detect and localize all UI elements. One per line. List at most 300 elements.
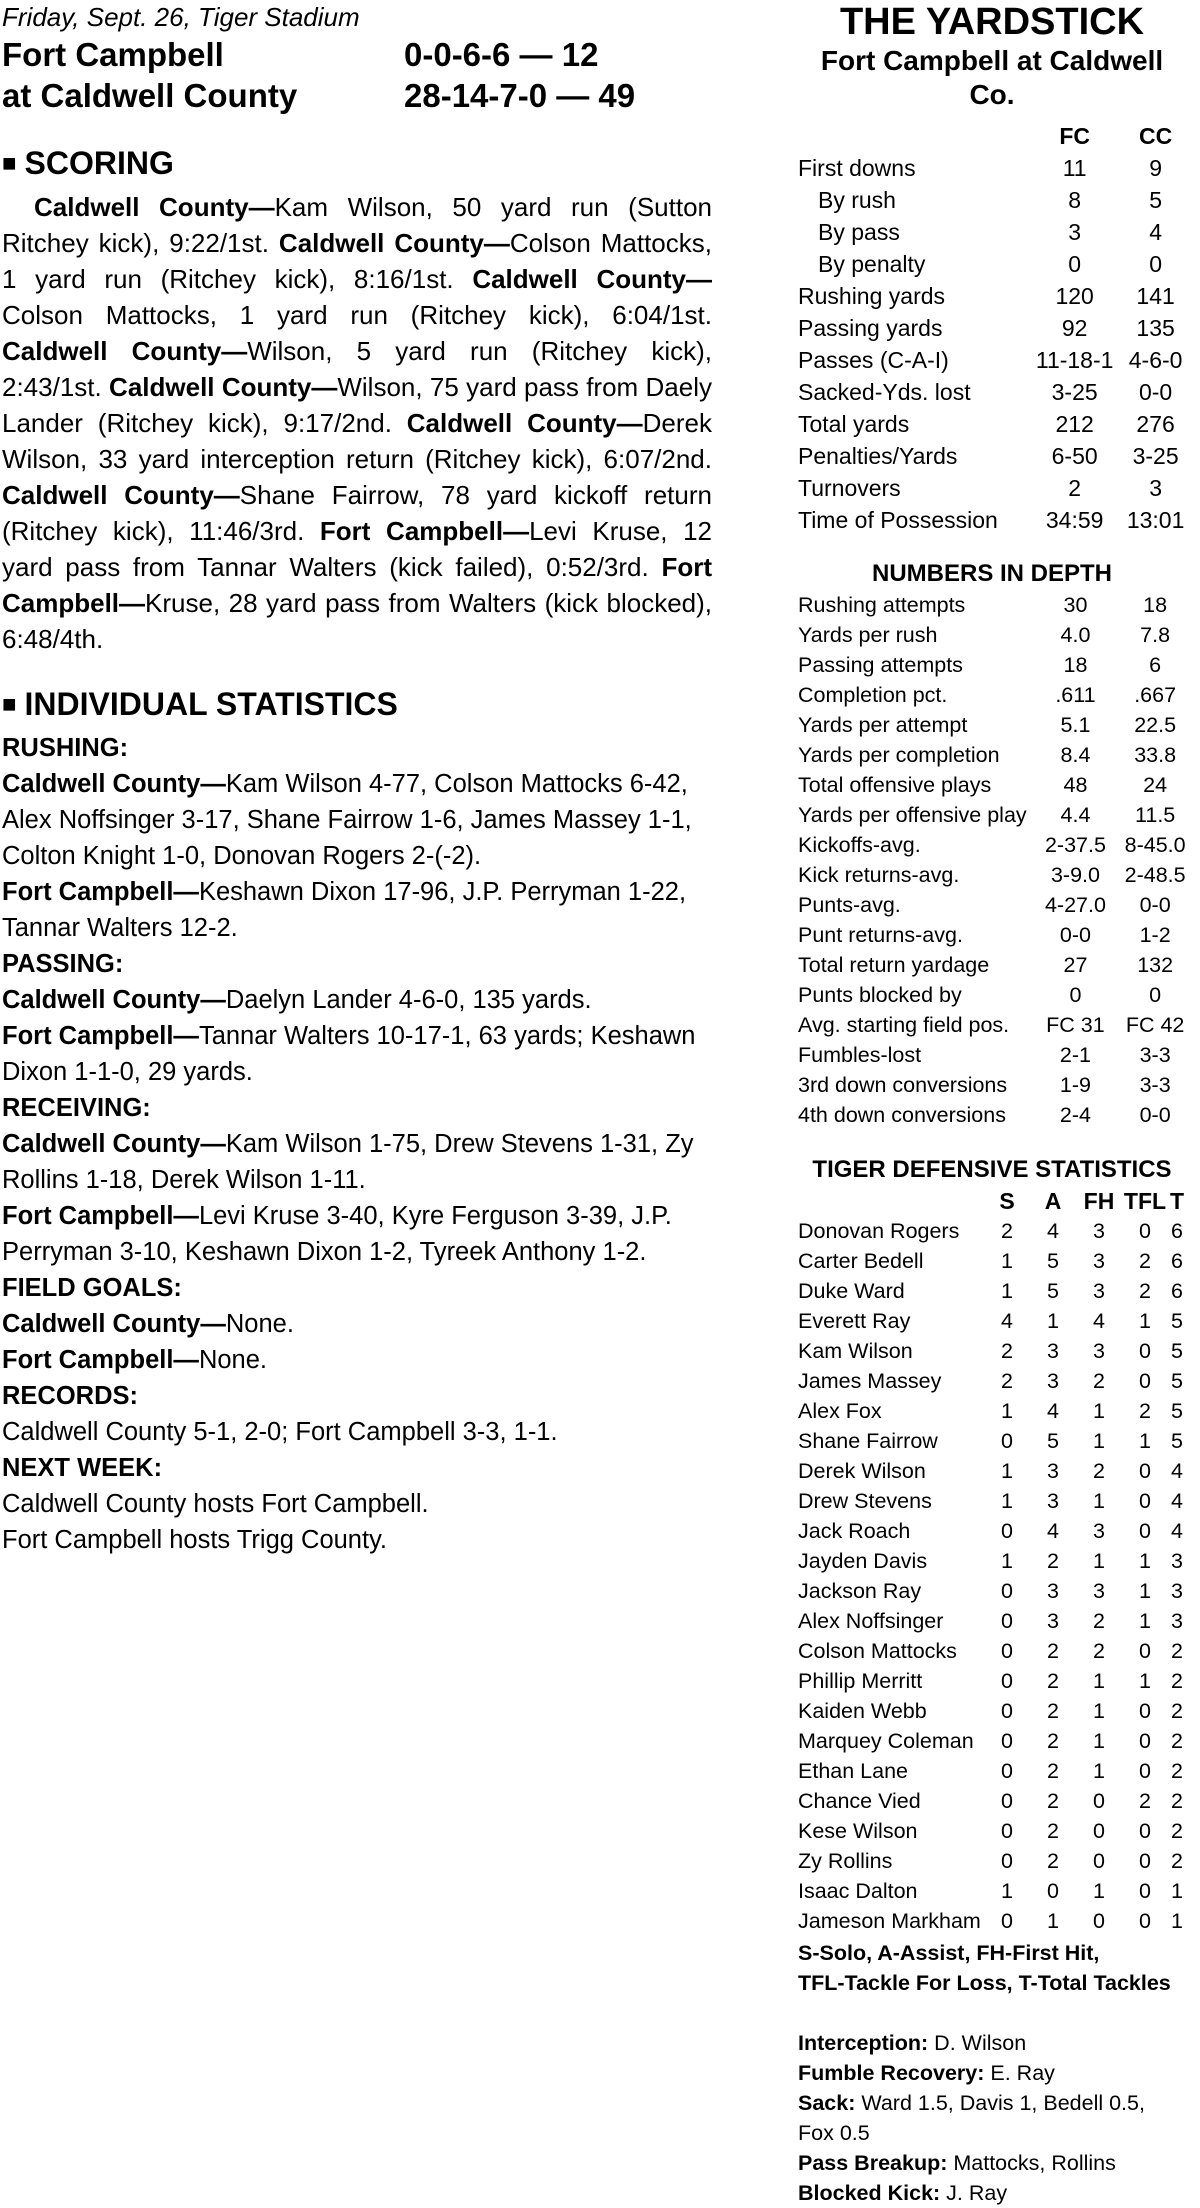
yardstick-row bbox=[798, 504, 1186, 536]
yardstick-cc-value: 135 bbox=[1136, 315, 1175, 341]
defense-stat-t: 2 bbox=[1171, 1729, 1183, 1753]
team-name: Fort Campbell bbox=[2, 36, 224, 73]
depth-fc-value: 0-0 bbox=[1059, 923, 1091, 947]
defense-row bbox=[798, 1396, 1186, 1426]
scoring-heading-text: SCORING bbox=[24, 145, 174, 181]
score-line-home bbox=[2, 75, 712, 116]
scoring-play: Kruse, 28 yard pass from Walters (kick blocked), 6:48/4th. bbox=[2, 588, 712, 654]
scoring-play: Wilson, 5 yard run (Ritchey kick), 2:43/1st. bbox=[2, 336, 712, 402]
depth-row bbox=[798, 710, 1186, 740]
depth-row bbox=[798, 980, 1186, 1010]
defense-stat-s: 0 bbox=[1001, 1819, 1013, 1843]
defense-stat-a: 2 bbox=[1047, 1819, 1059, 1843]
defense-row bbox=[798, 1306, 1186, 1336]
stat-line bbox=[2, 1342, 712, 1378]
defense-header-fh: FH bbox=[1083, 1188, 1115, 1214]
yardstick-cc-value: 13:01 bbox=[1126, 507, 1185, 533]
stat-line bbox=[2, 1126, 712, 1198]
defense-stat-fh: 3 bbox=[1093, 1219, 1105, 1243]
defense-stat-tfl: 0 bbox=[1139, 1849, 1151, 1873]
depth-row bbox=[798, 800, 1186, 830]
depth-cc-value: FC 42 bbox=[1125, 1013, 1185, 1037]
depth-fc-value: 0 bbox=[1069, 983, 1082, 1007]
depth-cc-value: .667 bbox=[1134, 683, 1177, 707]
defense-stat-tfl: 0 bbox=[1139, 1879, 1151, 1903]
depth-cc-value: 3-3 bbox=[1139, 1043, 1171, 1067]
scoring-play: Colson Mattocks, 1 yard run (Ritchey kick), 6:04/1st. bbox=[2, 300, 712, 330]
yardstick-label: Time of Possession bbox=[798, 507, 998, 533]
defense-stat-a: 3 bbox=[1047, 1459, 1059, 1483]
yardstick-cc-value: 276 bbox=[1136, 411, 1175, 437]
defense-stat-s: 0 bbox=[1001, 1789, 1013, 1813]
stat-team: Fort Campbell— bbox=[2, 1022, 199, 1050]
stat-team: Caldwell County— bbox=[2, 1130, 226, 1158]
depth-fc-value: FC 31 bbox=[1046, 1013, 1105, 1037]
depth-row bbox=[798, 890, 1186, 920]
yardstick-table bbox=[798, 120, 1186, 536]
defense-stat-t: 2 bbox=[1171, 1819, 1183, 1843]
defense-player-name: Shane Fairrow bbox=[798, 1429, 938, 1453]
yardstick-fc-value: 0 bbox=[1068, 251, 1082, 277]
stat-line bbox=[2, 1198, 712, 1270]
defense-stat-s: 0 bbox=[1001, 1519, 1013, 1543]
depth-fc-value: 5.1 bbox=[1060, 713, 1091, 737]
defense-row bbox=[798, 1906, 1186, 1936]
scoring-team: Caldwell County— bbox=[278, 228, 510, 258]
yardstick-body bbox=[798, 152, 1186, 536]
score-line-away bbox=[2, 34, 712, 75]
defense-stat-fh: 3 bbox=[1093, 1579, 1105, 1603]
defense-player-name: Drew Stevens bbox=[798, 1489, 932, 1513]
defense-stat-fh: 3 bbox=[1093, 1519, 1105, 1543]
depth-cc-value: 3-3 bbox=[1139, 1073, 1171, 1097]
defense-stat-a: 2 bbox=[1047, 1759, 1059, 1783]
defense-player-name: Ethan Lane bbox=[798, 1759, 908, 1783]
depth-fc-value: 4.0 bbox=[1060, 623, 1091, 647]
scoring-play: Colson Mattocks, 1 yard run (Ritchey kick), 8:16/1st. bbox=[2, 228, 712, 294]
defense-header-blank bbox=[798, 1186, 984, 1216]
defense-player-name: Derek Wilson bbox=[798, 1459, 926, 1483]
defense-stat-a: 5 bbox=[1047, 1279, 1059, 1303]
yardstick-cc-value: 9 bbox=[1149, 155, 1162, 181]
defense-stat-fh: 3 bbox=[1093, 1339, 1105, 1363]
defense-stat-t: 4 bbox=[1171, 1489, 1183, 1513]
note-text: D. Wilson bbox=[928, 2031, 1027, 2055]
defense-header-s: S bbox=[999, 1188, 1015, 1214]
individual-heading-text: INDIVIDUAL STATISTICS bbox=[24, 686, 398, 722]
defense-player-name: Jayden Davis bbox=[798, 1549, 928, 1573]
depth-row bbox=[798, 1070, 1186, 1100]
defense-stat-t: 2 bbox=[1171, 1669, 1183, 1693]
depth-row bbox=[798, 650, 1186, 680]
depth-label: Punts blocked by bbox=[798, 983, 962, 1007]
depth-cc-value: 0 bbox=[1149, 983, 1162, 1007]
yardstick-row bbox=[798, 184, 1186, 216]
defense-stat-tfl: 0 bbox=[1139, 1489, 1151, 1513]
yardstick-row bbox=[798, 248, 1186, 280]
note-label: Fumble Recovery: bbox=[798, 2061, 985, 2085]
yardstick-label: Passing yards bbox=[798, 315, 943, 341]
stat-team: Fort Campbell— bbox=[2, 1202, 199, 1230]
defense-stat-tfl: 0 bbox=[1139, 1729, 1151, 1753]
defense-stat-fh: 2 bbox=[1093, 1639, 1105, 1663]
defense-stat-a: 2 bbox=[1047, 1549, 1059, 1573]
depth-row bbox=[798, 620, 1186, 650]
defense-stat-t: 2 bbox=[1171, 1789, 1183, 1813]
depth-row bbox=[798, 950, 1186, 980]
yardstick-label: Total yards bbox=[798, 411, 910, 437]
team-score: 28-14-7-0 — 49 bbox=[404, 77, 636, 114]
defense-row bbox=[798, 1426, 1186, 1456]
defense-stat-tfl: 0 bbox=[1139, 1219, 1151, 1243]
defense-player-name: Phillip Merritt bbox=[798, 1669, 923, 1693]
note-label: Sack: bbox=[798, 2091, 856, 2115]
defense-stat-s: 1 bbox=[1001, 1879, 1013, 1903]
defense-stat-s: 1 bbox=[1001, 1399, 1013, 1423]
yardstick-cc-value: 4 bbox=[1149, 219, 1162, 245]
yardstick-subtitle: Fort Campbell at Caldwell Co. bbox=[820, 45, 1164, 110]
depth-label: 4th down conversions bbox=[798, 1103, 1006, 1127]
defense-row bbox=[798, 1276, 1186, 1306]
defense-stat-fh: 2 bbox=[1093, 1459, 1105, 1483]
note-text: Ward 1.5, Davis 1, Bedell 0.5, Fox 0.5 bbox=[798, 2091, 1145, 2145]
yardstick-fc-value: 11-18-1 bbox=[1035, 347, 1114, 373]
defense-player-name: Jack Roach bbox=[798, 1519, 911, 1543]
defense-stat-t: 4 bbox=[1171, 1519, 1183, 1543]
defense-row bbox=[798, 1726, 1186, 1756]
defense-stat-a: 0 bbox=[1047, 1879, 1059, 1903]
yardstick-row bbox=[798, 408, 1186, 440]
defense-stat-a: 2 bbox=[1047, 1729, 1059, 1753]
depth-row bbox=[798, 590, 1186, 620]
defense-stat-fh: 1 bbox=[1093, 1549, 1105, 1573]
defense-body bbox=[798, 1216, 1186, 1936]
defense-stat-fh: 3 bbox=[1093, 1249, 1105, 1273]
defense-row bbox=[798, 1606, 1186, 1636]
defense-stat-tfl: 1 bbox=[1139, 1579, 1151, 1603]
team-name: at Caldwell County bbox=[2, 77, 298, 114]
depth-cc-value: 1-2 bbox=[1139, 923, 1171, 947]
defense-stat-tfl: 1 bbox=[1139, 1609, 1151, 1633]
scoring-play: Kam Wilson, 50 yard run (Sutton Ritchey kick), 9:22/1st. bbox=[2, 192, 712, 258]
defense-player-name: Zy Rollins bbox=[798, 1849, 893, 1873]
yardstick-fc-value: 120 bbox=[1055, 283, 1094, 309]
defense-stat-a: 3 bbox=[1047, 1579, 1059, 1603]
defense-stat-a: 1 bbox=[1047, 1309, 1059, 1333]
yardstick-fc-value: 11 bbox=[1062, 155, 1087, 181]
depth-fc-value: 27 bbox=[1063, 953, 1088, 977]
yardstick-fc-value: 92 bbox=[1061, 315, 1088, 341]
defense-stat-s: 0 bbox=[1001, 1669, 1013, 1693]
defense-stat-a: 2 bbox=[1047, 1849, 1059, 1873]
defense-stat-t: 3 bbox=[1171, 1609, 1183, 1633]
stat-text: None. bbox=[198, 1346, 267, 1374]
stat-line bbox=[2, 766, 712, 874]
defense-stat-tfl: 2 bbox=[1139, 1279, 1151, 1303]
defense-header-row bbox=[798, 1186, 1186, 1216]
stat-section-label: PASSING: bbox=[2, 950, 124, 978]
numbers-in-depth-title: NUMBERS IN DEPTH bbox=[871, 560, 1112, 587]
defense-row bbox=[798, 1576, 1186, 1606]
defense-stat-a: 3 bbox=[1047, 1489, 1059, 1513]
defense-player-name: Kaiden Webb bbox=[798, 1699, 927, 1723]
defense-stat-tfl: 0 bbox=[1139, 1519, 1151, 1543]
depth-cc-value: 2-48.5 bbox=[1124, 863, 1186, 887]
stat-team: Caldwell County— bbox=[2, 1310, 226, 1338]
stat-section-label: FIELD GOALS: bbox=[2, 1274, 182, 1302]
numbers-in-depth-table bbox=[798, 590, 1186, 1130]
depth-label: Passing attempts bbox=[798, 653, 963, 677]
defense-row bbox=[798, 1336, 1186, 1366]
yardstick-fc-value: 2 bbox=[1068, 475, 1082, 501]
stat-team: Fort Campbell— bbox=[2, 1346, 199, 1374]
depth-row bbox=[798, 920, 1186, 950]
defense-stat-tfl: 0 bbox=[1139, 1459, 1151, 1483]
defense-player-name: James Massey bbox=[798, 1369, 942, 1393]
depth-row bbox=[798, 830, 1186, 860]
yardstick-cc-value: 3 bbox=[1149, 475, 1162, 501]
defense-stat-s: 4 bbox=[1001, 1309, 1013, 1333]
defense-row bbox=[798, 1486, 1186, 1516]
yardstick-label: By penalty bbox=[818, 251, 926, 277]
defense-stat-tfl: 1 bbox=[1139, 1309, 1151, 1333]
depth-fc-value: 8.4 bbox=[1060, 743, 1091, 767]
depth-label: 3rd down conversions bbox=[798, 1073, 1008, 1097]
defense-stat-fh: 0 bbox=[1093, 1849, 1105, 1873]
stat-line bbox=[2, 1018, 712, 1090]
yardstick-row bbox=[798, 472, 1186, 504]
defense-row bbox=[798, 1546, 1186, 1576]
defense-stat-s: 0 bbox=[1001, 1909, 1013, 1933]
scoring-play: Shane Fairrow, 78 yard kickoff return (Ritchey kick), 11:46/3rd. bbox=[2, 480, 712, 546]
yardstick-header-row bbox=[798, 120, 1186, 152]
defense-stat-t: 6 bbox=[1171, 1219, 1183, 1243]
depth-cc-value: 6 bbox=[1149, 653, 1162, 677]
defense-stat-t: 2 bbox=[1171, 1639, 1183, 1663]
defense-stat-a: 2 bbox=[1047, 1639, 1059, 1663]
yardstick-row bbox=[798, 440, 1186, 472]
yardstick-fc-value: 3-25 bbox=[1051, 379, 1098, 405]
defense-stat-tfl: 0 bbox=[1139, 1639, 1151, 1663]
yardstick-label: First downs bbox=[798, 155, 916, 181]
depth-fc-value: 30 bbox=[1063, 593, 1088, 617]
defense-note bbox=[798, 2058, 1186, 2088]
yardstick-row bbox=[798, 376, 1186, 408]
defense-player-name: Kese Wilson bbox=[798, 1819, 918, 1843]
scoring-team: Fort Campbell— bbox=[319, 516, 530, 546]
right-column bbox=[798, 0, 1186, 2208]
defense-stat-t: 5 bbox=[1171, 1369, 1183, 1393]
depth-label: Kickoffs-avg. bbox=[798, 833, 921, 857]
stat-section-label: RECORDS: bbox=[2, 1382, 139, 1410]
stat-text: Levi Kruse 3-40, Kyre Ferguson 3-39, J.P. Perryman 3-10, Keshawn Dixon 1-2, Tyreek Anthony 1-2. bbox=[2, 1202, 672, 1266]
depth-row bbox=[798, 1040, 1186, 1070]
defense-stat-s: 0 bbox=[1001, 1609, 1013, 1633]
stat-section-label: RUSHING: bbox=[2, 734, 129, 762]
depth-cc-value: 22.5 bbox=[1134, 713, 1177, 737]
defense-stat-t: 6 bbox=[1171, 1249, 1183, 1273]
defense-stat-a: 3 bbox=[1047, 1609, 1059, 1633]
note-label: Blocked Kick: bbox=[798, 2181, 941, 2205]
defense-row bbox=[798, 1756, 1186, 1786]
yardstick-label: Passes (C-A-I) bbox=[798, 347, 949, 373]
scoring-team: Fort Campbell— bbox=[2, 552, 712, 618]
defense-stat-tfl: 0 bbox=[1139, 1909, 1151, 1933]
depth-label: Yards per attempt bbox=[798, 713, 968, 737]
stat-text: Keshawn Dixon 17-96, J.P. Perryman 1-22, Tannar Walters 12-2. bbox=[2, 878, 687, 942]
dateline: Friday, Sept. 26, Tiger Stadium bbox=[2, 2, 360, 32]
defense-stat-t: 1 bbox=[1171, 1879, 1183, 1903]
yardstick-title: THE YARDSTICK bbox=[839, 1, 1145, 43]
defense-row bbox=[798, 1876, 1186, 1906]
yardstick-row bbox=[798, 152, 1186, 184]
defense-player-name: Alex Fox bbox=[798, 1399, 882, 1423]
defense-stat-fh: 2 bbox=[1093, 1609, 1105, 1633]
defense-stat-a: 1 bbox=[1047, 1909, 1059, 1933]
individual-statistics bbox=[2, 730, 712, 1558]
defense-stat-fh: 1 bbox=[1093, 1399, 1105, 1423]
yardstick-label: Turnovers bbox=[798, 475, 901, 501]
stat-line bbox=[2, 1522, 712, 1558]
yardstick-row bbox=[798, 280, 1186, 312]
stat-text: Caldwell County 5-1, 2-0; Fort Campbell 3-3, 1-1. bbox=[2, 1418, 558, 1446]
scoring-team: Caldwell County— bbox=[406, 408, 643, 438]
defense-stat-s: 1 bbox=[1001, 1249, 1013, 1273]
depth-fc-value: 2-4 bbox=[1059, 1103, 1091, 1127]
defense-stat-s: 1 bbox=[1001, 1549, 1013, 1573]
depth-cc-value: 132 bbox=[1137, 953, 1174, 977]
defense-stat-fh: 2 bbox=[1093, 1369, 1105, 1393]
scoring-team: Caldwell County— bbox=[2, 336, 248, 366]
yardstick-fc-value: 3 bbox=[1068, 219, 1082, 245]
defense-row bbox=[798, 1696, 1186, 1726]
defense-stat-fh: 1 bbox=[1093, 1879, 1105, 1903]
stat-text: Tannar Walters 10-17-1, 63 yards; Keshawn Dixon 1-1-0, 29 yards. bbox=[2, 1022, 696, 1086]
stat-team: Caldwell County— bbox=[2, 770, 226, 798]
defense-player-name: Marquey Coleman bbox=[798, 1729, 974, 1753]
defense-notes bbox=[798, 2028, 1186, 2208]
depth-row bbox=[798, 770, 1186, 800]
depth-fc-value: 18 bbox=[1063, 653, 1088, 677]
defense-stat-t: 3 bbox=[1171, 1579, 1183, 1603]
defense-stat-fh: 1 bbox=[1093, 1489, 1105, 1513]
defense-row bbox=[798, 1366, 1186, 1396]
depth-fc-value: 48 bbox=[1063, 773, 1088, 797]
defense-stat-s: 1 bbox=[1001, 1459, 1013, 1483]
defense-stat-fh: 1 bbox=[1093, 1669, 1105, 1693]
defense-stat-tfl: 0 bbox=[1139, 1699, 1151, 1723]
depth-label: Yards per completion bbox=[798, 743, 1000, 767]
depth-row bbox=[798, 1100, 1186, 1130]
scoring-play: Wilson, 75 yard pass from Daely Lander (Ritchey kick), 9:17/2nd. bbox=[2, 372, 712, 438]
defense-player-name: Carter Bedell bbox=[798, 1249, 924, 1273]
defense-stat-s: 2 bbox=[1001, 1219, 1013, 1243]
stat-text: Daelyn Lander 4-6-0, 135 yards. bbox=[225, 986, 592, 1014]
defense-note bbox=[798, 2148, 1186, 2178]
defense-stat-fh: 0 bbox=[1093, 1819, 1105, 1843]
yardstick-cc-value: 0-0 bbox=[1138, 379, 1173, 405]
depth-cc-value: 18 bbox=[1143, 593, 1168, 617]
defense-row bbox=[798, 1666, 1186, 1696]
defense-table bbox=[798, 1186, 1186, 1936]
square-bullet-icon: ■ bbox=[2, 691, 17, 718]
defense-player-name: Isaac Dalton bbox=[798, 1879, 918, 1903]
defense-row bbox=[798, 1246, 1186, 1276]
scoring-play: Derek Wilson, 33 yard interception return (Ritchey kick), 6:07/2nd. bbox=[2, 408, 712, 474]
defense-player-name: Alex Noffsinger bbox=[798, 1609, 944, 1633]
defense-stat-fh: 3 bbox=[1093, 1279, 1105, 1303]
depth-cc-value: 11.5 bbox=[1135, 803, 1176, 827]
depth-row bbox=[798, 740, 1186, 770]
defense-stat-t: 5 bbox=[1171, 1429, 1183, 1453]
yardstick-cc-value: 0 bbox=[1149, 251, 1162, 277]
stat-text: Caldwell County hosts Fort Campbell. bbox=[2, 1490, 429, 1518]
defense-stat-t: 5 bbox=[1171, 1339, 1183, 1363]
yardstick-header-cc: CC bbox=[1138, 123, 1173, 149]
stat-text: Kam Wilson 4-77, Colson Mattocks 6-42, Alex Noffsinger 3-17, Shane Fairrow 1-6, James Massey 1-1, Colton Knight 1-0, Donovan Rogers 2-(-2). bbox=[2, 770, 692, 870]
yardstick-label: Rushing yards bbox=[798, 283, 946, 309]
scoring-team: Caldwell County— bbox=[109, 372, 338, 402]
note-text: E. Ray bbox=[984, 2061, 1055, 2085]
yardstick-fc-value: 212 bbox=[1055, 411, 1094, 437]
defense-stat-a: 3 bbox=[1047, 1339, 1059, 1363]
yardstick-label: Sacked-Yds. lost bbox=[798, 379, 971, 405]
yardstick-row bbox=[798, 312, 1186, 344]
yardstick-label: By rush bbox=[818, 187, 896, 213]
defense-row bbox=[798, 1816, 1186, 1846]
defense-stat-s: 0 bbox=[1001, 1699, 1013, 1723]
yardstick-row bbox=[798, 216, 1186, 248]
defense-stat-t: 1 bbox=[1171, 1909, 1183, 1933]
defense-stat-tfl: 2 bbox=[1139, 1399, 1151, 1423]
defense-stat-fh: 0 bbox=[1093, 1789, 1105, 1813]
yardstick-label: Penalties/Yards bbox=[798, 443, 958, 469]
depth-label: Yards per rush bbox=[798, 623, 938, 647]
defense-stat-fh: 1 bbox=[1093, 1759, 1105, 1783]
stat-line bbox=[2, 874, 712, 946]
defense-stat-a: 2 bbox=[1047, 1669, 1059, 1693]
defense-stat-t: 5 bbox=[1171, 1399, 1183, 1423]
defense-stat-s: 1 bbox=[1001, 1489, 1013, 1513]
depth-cc-value: 7.8 bbox=[1140, 623, 1171, 647]
defense-note bbox=[798, 2028, 1186, 2058]
square-bullet-icon: ■ bbox=[2, 150, 17, 177]
numbers-in-depth-body bbox=[798, 590, 1186, 1130]
depth-row bbox=[798, 860, 1186, 890]
defense-stat-a: 5 bbox=[1047, 1429, 1059, 1453]
defense-stat-s: 0 bbox=[1001, 1639, 1013, 1663]
depth-label: Kick returns-avg. bbox=[798, 863, 960, 887]
depth-label: Yards per offensive play bbox=[798, 803, 1027, 827]
defense-stat-fh: 1 bbox=[1093, 1699, 1105, 1723]
defense-stat-tfl: 1 bbox=[1139, 1669, 1151, 1693]
defense-stat-t: 6 bbox=[1171, 1279, 1183, 1303]
defense-stat-a: 5 bbox=[1047, 1249, 1059, 1273]
scoring-team: Caldwell County— bbox=[34, 192, 275, 222]
yardstick-header-fc: FC bbox=[1059, 123, 1090, 149]
defense-stat-tfl: 1 bbox=[1139, 1549, 1151, 1573]
yardstick-fc-value: 8 bbox=[1068, 187, 1082, 213]
defense-stat-tfl: 1 bbox=[1139, 1429, 1151, 1453]
defense-row bbox=[798, 1846, 1186, 1876]
defense-stat-t: 2 bbox=[1171, 1759, 1183, 1783]
stat-text: None. bbox=[225, 1310, 294, 1338]
stat-text: Fort Campbell hosts Trigg County. bbox=[2, 1526, 388, 1554]
yardstick-cc-value: 5 bbox=[1149, 187, 1162, 213]
note-text: Mattocks, Rollins bbox=[947, 2151, 1116, 2175]
defense-stat-a: 3 bbox=[1047, 1369, 1059, 1393]
defense-stat-a: 2 bbox=[1047, 1789, 1059, 1813]
